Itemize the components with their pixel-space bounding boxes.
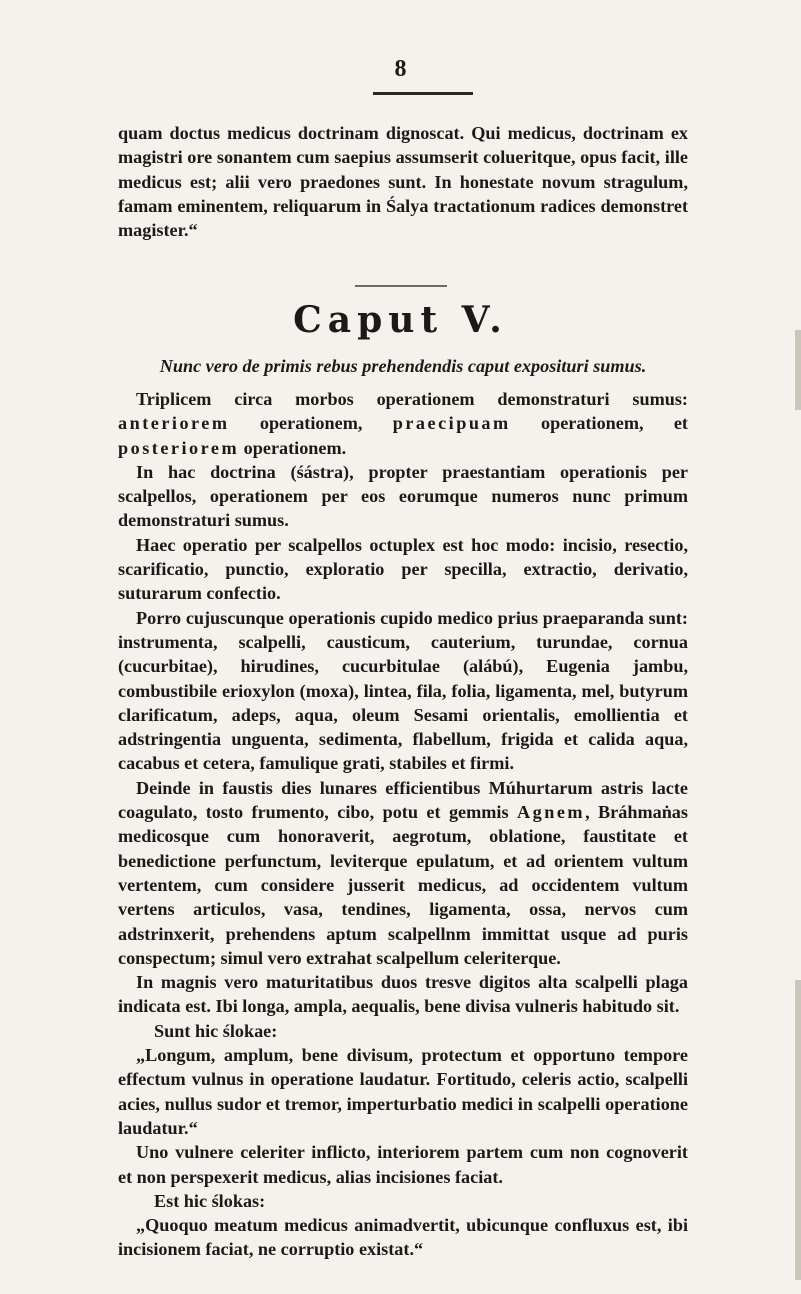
- text-run: Triplicem circa morbos operationem demonstraturi sumus:: [136, 389, 688, 409]
- paragraph: In magnis vero maturitatibus duos tresve digitos alta scalpelli plaga indicata est. Ibi longa, ampla, aequalis, bene divisa vulneris habitudo sit.: [118, 972, 688, 1017]
- text-run: operationem,: [229, 413, 393, 434]
- sloka-quote: „Longum, amplum, bene divisum, protectum et opportuno tempore effectum vulnus in operatione laudatur. Fortitudo, celeris actio, scalpelli acies, nullus sudor et tremor, imperturbatio medici in scalpelli operatione laudatur.“: [118, 1045, 688, 1138]
- sloka-quote: „Quoquo meatum medicus animadvertit, ubicunque confluxus est, ibi incisionem faciat, ne corruptio existat.“: [118, 1215, 688, 1260]
- top-paragraph-block: [118, 121, 688, 242]
- spaced-term: praecipuam: [392, 413, 511, 434]
- text-run: operationem, et: [510, 413, 688, 434]
- page-edge-shadow: [795, 980, 801, 1280]
- page-edge-shadow: [795, 330, 801, 410]
- page-number-rule: [373, 92, 473, 95]
- paragraph: In hac doctrina (śástra), propter praestantiam operationis per scalpellos, operationem per eos eorumque numeros nunc primum demonstraturi sumus.: [118, 461, 688, 531]
- chapter-body: [118, 387, 688, 1262]
- sloka-intro: Sunt hic ślokae:: [154, 1020, 278, 1041]
- chapter-subtitle: Nunc vero de primis rebus prehendendis caput exposituri sumus.: [159, 356, 647, 376]
- text-run: operationem.: [239, 437, 347, 458]
- text-run: Deinde in faustis dies lunares efficientibus Múhurtarum astris lacte coagulato, tosto frumento, cibo, potu et gemmis: [118, 777, 688, 823]
- spaced-term: posteriorem: [118, 437, 240, 458]
- spaced-term: Agnem: [516, 802, 586, 823]
- paragraph: [118, 387, 688, 460]
- chapter-title: Caput V.: [293, 299, 508, 341]
- text-run: , Bráhmaṅas medicosque cum honoraverit, aegrotum, oblatione, faustitate et benedictione perfunctum, leviterque epulatum, et ad orientem vultum vertentem, cum considere jusserit medicus, ad occidentem vultum vertens articulos, vasa, tendines, ligamenta, ossa, nervos cum adstrinxerit, prehendens aptum scalpellnm immittat usque ad puris conspectum; simul vero extrahat scalpellum celeriterque.: [118, 802, 688, 968]
- paragraph: Porro cujuscunque operationis cupido medico prius praeparanda sunt: instrumenta, scalpelli, causticum, cauterium, turundae, cornua (cucurbitae), hirudines, cucurbitulae (alábú), Eugenia jambu, combustibile erioxylon (moxa), lintea, fila, folia, ligamenta, mel, butyrum clarificatum, adeps, aqua, oleum Sesami orientalis, emollientia et adstringentia unguenta, sedimenta, flabellum, frigida et calida aqua, cacabus et cetera, famulique grati, stabiles et firmi.: [118, 607, 688, 774]
- page-number: 8: [394, 56, 407, 82]
- top-paragraph: quam doctus medicus doctrinam dignoscat. Qui medicus, doctrinam ex magistri ore sonantem cum saepius assumserit colueritque, opus facit, ille medicus est; alii vero praedones sunt. In honestate novum stragulum, famam eminentem, reliquarum in Śalya tractationum radices demonstret magister.“: [118, 123, 688, 241]
- paragraph: [118, 776, 688, 970]
- spaced-term: anteriorem: [118, 413, 230, 434]
- paragraph: Uno vulnere celeriter inflicto, interiorem partem cum non cognoverit et non perspexerit medicus, alias incisiones faciat.: [118, 1142, 688, 1187]
- section-divider: [355, 285, 447, 287]
- paragraph: Haec operatio per scalpellos octuplex est hoc modo: incisio, resectio, scarificatio, punctio, exploratio per specilla, extractio, derivatio, suturarum confectio.: [118, 534, 688, 604]
- sloka-intro: Est hic ślokas:: [154, 1190, 266, 1211]
